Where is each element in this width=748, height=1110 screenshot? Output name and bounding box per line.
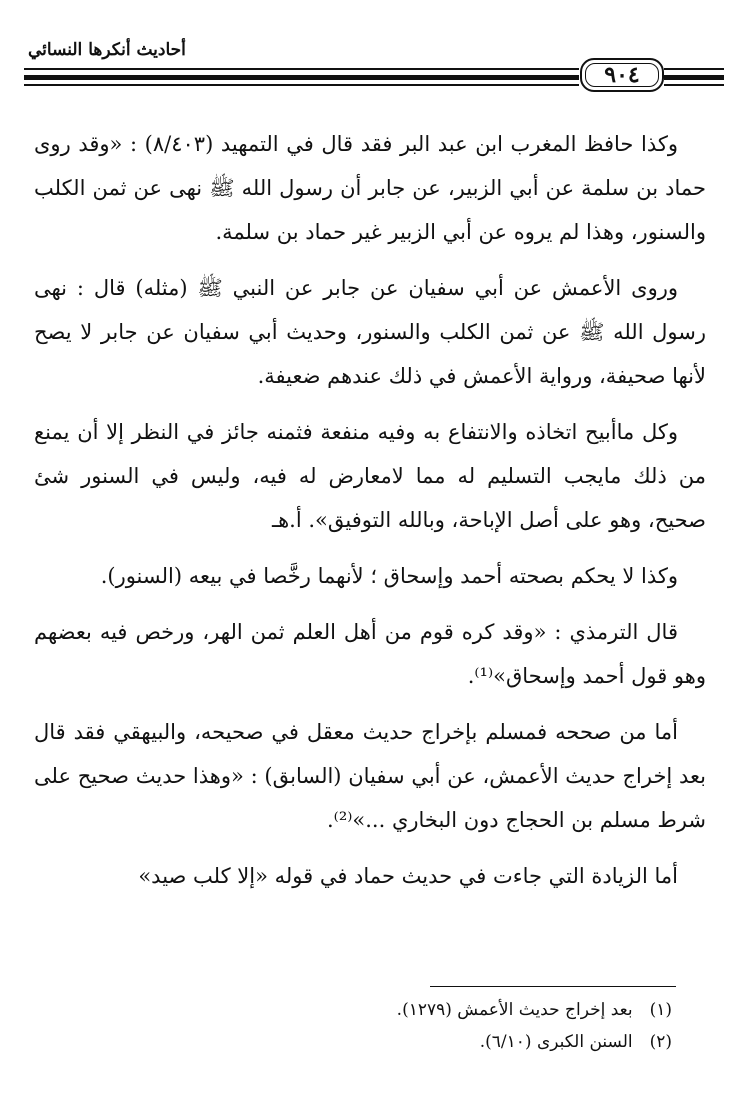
- footnote-number: (١): [649, 1000, 672, 1020]
- paragraph: وكذا لا يحكم بصحته أحمد وإسحاق ؛ لأنهما رخَّصا في بيعه (السنور).: [100, 564, 678, 588]
- header-rule-tail: [664, 84, 724, 86]
- page-number-frame: [580, 58, 664, 92]
- header-rule-thick: [24, 75, 579, 80]
- page-number: ٩٠٤: [604, 62, 640, 88]
- header-rule-tail: [664, 68, 724, 70]
- footnote-text: بعد إخراج حديث الأعمش (١٢٧٩).: [396, 1000, 633, 1020]
- header-rule: [24, 68, 579, 70]
- paragraph: قال الترمذي : «وقد كره قوم من أهل العلم ثمن الهر، ورخص فيه بعضهم وهو قول أحمد وإسحاق»⁽¹⁾.: [34, 620, 706, 688]
- header-rule: [24, 84, 579, 86]
- paragraph: أما الزيادة التي جاءت في حديث حماد في قوله «إلا كلب صيد»: [138, 864, 678, 888]
- paragraph: وروى الأعمش عن أبي سفيان عن جابر عن النبي ﷺ (مثله) قال : نهى رسول الله ﷺ عن ثمن الكلب والسنور، وحديث أبي سفيان عن جابر لا يصح لأنها صحيفة، ورواية الأعمش في ذلك عندهم ضعيفة.: [34, 276, 706, 388]
- paragraph: أما من صححه فمسلم بإخراج حديث معقل في صحيحه، والبيهقي فقد قال بعد إخراج حديث الأعمش، عن أبي سفيان (السابق) : «وهذا حديث صحيح على شرط مسلم بن الحجاج دون البخاري ...»⁽²⁾.: [34, 720, 706, 832]
- running-header-title: أحاديث أنكرها النسائي: [28, 40, 186, 60]
- header-rule-tail-thick: [664, 75, 724, 80]
- footnotes: [72, 994, 672, 1058]
- paragraph: وكل ماأبيح اتخاذه والانتفاع به وفيه منفعة فثمنه جائز في النظر إلا أن يمنع من ذلك مايجب التسليم له مما لامعارض له فيه، وليس في السنور شئ صحيح، وهو على أصل الإباحة، وبالله التوفيق». أ.هـ: [34, 420, 706, 532]
- main-text: [34, 122, 706, 910]
- paragraph: وكذا حافظ المغرب ابن عبد البر فقد قال في التمهيد (٨/٤٠٣) : «وقد روى حماد بن سلمة عن أبي الزبير، عن جابر أن رسول الله ﷺ نهى عن ثمن الكلب والسنور، وهذا لم يروه عن أبي الزبير غير حماد بن سلمة.: [34, 132, 706, 244]
- footnote: [72, 994, 672, 1026]
- footnote-separator: [430, 986, 676, 987]
- footnote-text: السنن الكبرى (٦/١٠).: [479, 1032, 633, 1052]
- footnote-number: (٢): [649, 1032, 672, 1052]
- footnote: [72, 1026, 672, 1058]
